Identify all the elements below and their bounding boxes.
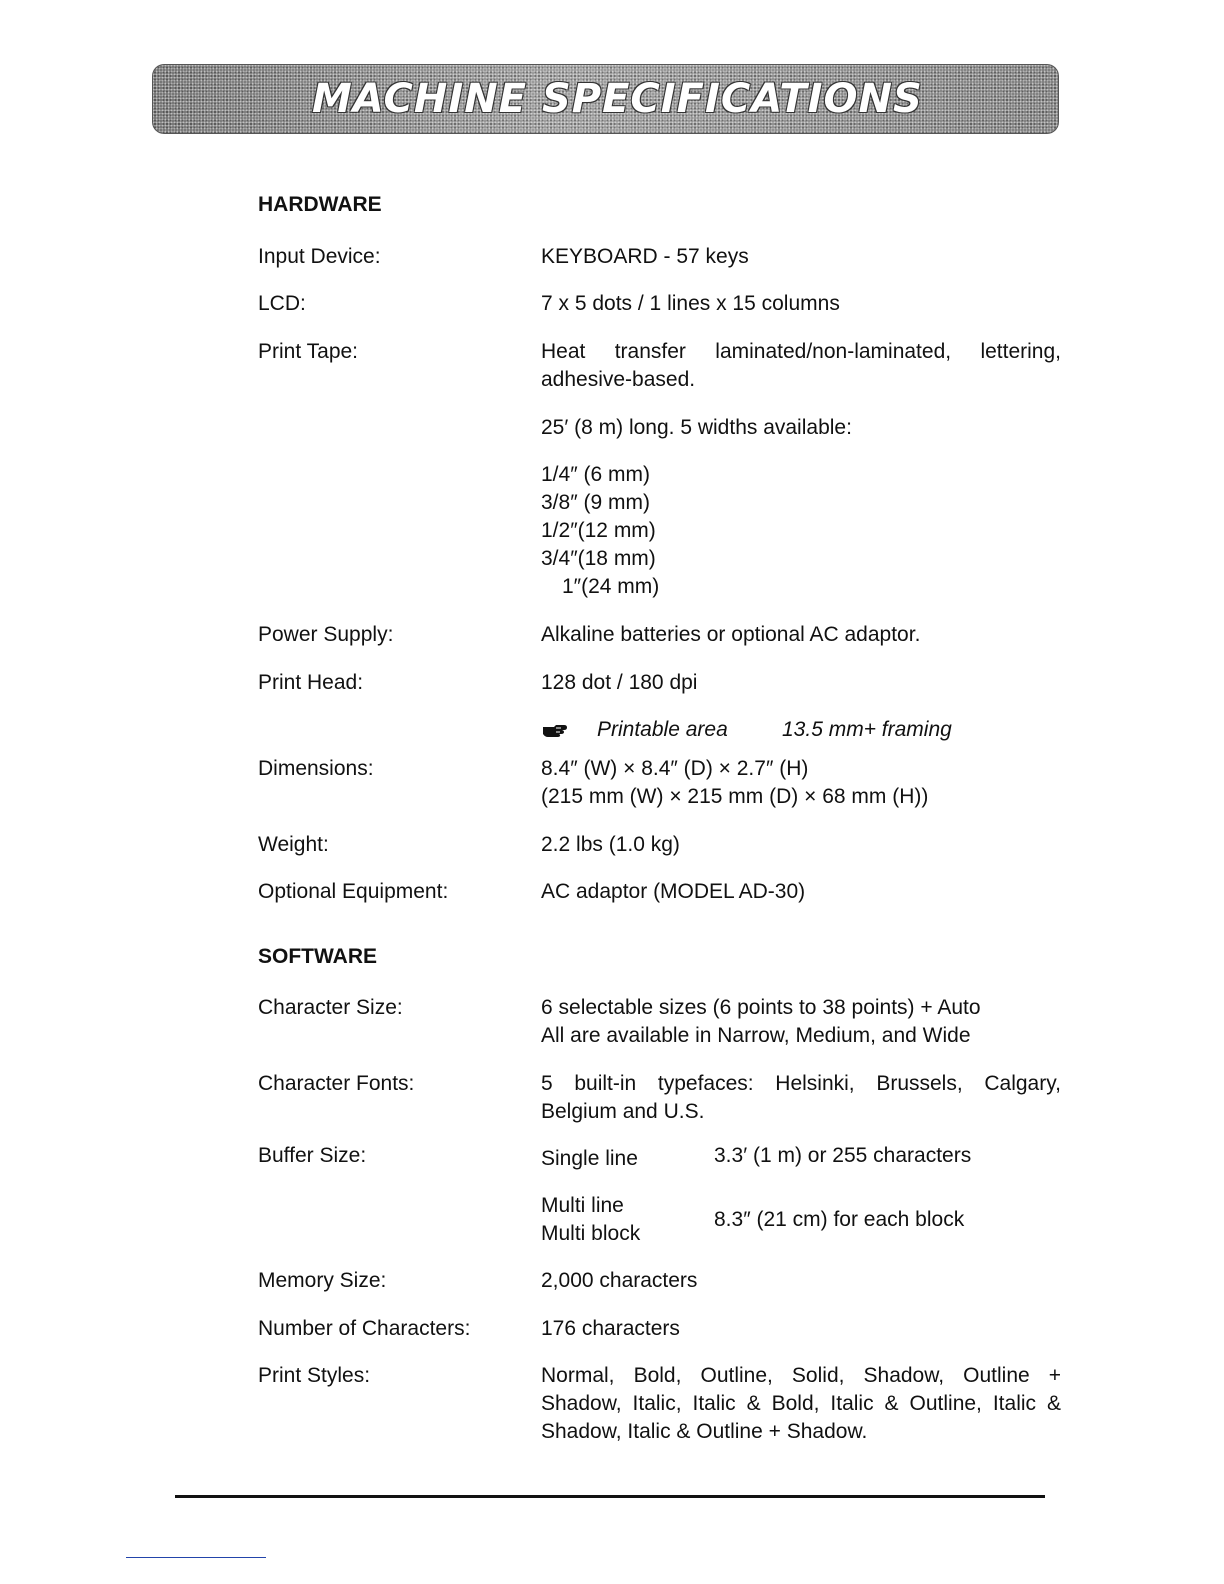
lcd-value: 7 x 5 dots / 1 lines x 15 columns	[541, 292, 840, 315]
pointing-hand-icon	[542, 722, 572, 738]
dimensions-metric: (215 mm (W) × 215 mm (D) × 68 mm (H))	[541, 785, 929, 808]
printable-area-value: 13.5 mm+ framing	[782, 718, 952, 741]
software-heading: SOFTWARE	[258, 945, 377, 968]
print-tape-length: 25′ (8 m) long. 5 widths available:	[541, 416, 852, 439]
optional-equipment-label: Optional Equipment:	[258, 880, 449, 903]
printable-area-label: Printable area	[597, 718, 728, 741]
character-size-width: All are available in Narrow, Medium, and Wide	[541, 1024, 971, 1047]
dimensions-label: Dimensions:	[258, 757, 374, 780]
page-title: MACHINE SPECIFICATIONS	[312, 76, 923, 122]
print-styles-label: Print Styles:	[258, 1364, 371, 1387]
input-device-value: KEYBOARD - 57 keys	[541, 245, 749, 268]
print-head-value: 128 dot / 180 dpi	[541, 671, 698, 694]
lcd-label: LCD:	[258, 292, 306, 315]
optional-equipment-value: AC adaptor (MODEL AD-30)	[541, 880, 806, 903]
weight-value: 2.2 lbs (1.0 kg)	[541, 833, 680, 856]
buffer-multi-line-label: Multi line	[541, 1194, 624, 1217]
character-fonts-value: 5 built-in typefaces: Helsinki, Brussels, Calgary, Belgium and U.S.	[541, 1072, 1061, 1123]
tape-width-item: 3/8″ (9 mm)	[541, 491, 650, 514]
dimensions-imperial: 8.4″ (W) × 8.4″ (D) × 2.7″ (H)	[541, 757, 809, 780]
memory-size-value: 2,000 characters	[541, 1269, 698, 1292]
page-edge-mark	[126, 1557, 266, 1558]
character-size-value: 6 selectable sizes (6 points to 38 points) + Auto	[541, 996, 981, 1019]
print-tape-value: Heat transfer laminated/non-laminated, lettering, adhesive-based.	[541, 340, 1061, 391]
tape-width-item: 3/4″(18 mm)	[541, 547, 656, 570]
buffer-multi-value: 8.3″ (21 cm) for each block	[714, 1208, 965, 1231]
tape-width-item: 1/4″ (6 mm)	[541, 463, 650, 486]
weight-label: Weight:	[258, 833, 329, 856]
number-of-characters-value: 176 characters	[541, 1317, 680, 1340]
print-styles-value: Normal, Bold, Outline, Solid, Shadow, Outline + Shadow, Italic, Italic & Bold, Italic & Outline, Italic & Shadow, Italic & Outline + Shadow.	[541, 1364, 1061, 1443]
buffer-multi-block-label: Multi block	[541, 1222, 641, 1245]
footer-rule	[175, 1495, 1045, 1498]
power-supply-label: Power Supply:	[258, 623, 394, 646]
buffer-single-value: 3.3′ (1 m) or 255 characters	[714, 1144, 972, 1167]
print-tape-label: Print Tape:	[258, 340, 359, 363]
buffer-size-label: Buffer Size:	[258, 1144, 367, 1167]
memory-size-label: Memory Size:	[258, 1269, 387, 1292]
input-device-label: Input Device:	[258, 245, 381, 268]
hardware-heading: HARDWARE	[258, 193, 382, 216]
power-supply-value: Alkaline batteries or optional AC adaptor.	[541, 623, 921, 646]
tape-width-item: 1/2″(12 mm)	[541, 519, 656, 542]
tape-width-item: 1″(24 mm)	[562, 575, 660, 598]
buffer-single-label: Single line	[541, 1147, 638, 1170]
print-head-label: Print Head:	[258, 671, 364, 694]
number-of-characters-label: Number of Characters:	[258, 1317, 471, 1340]
character-size-label: Character Size:	[258, 996, 403, 1019]
character-fonts-label: Character Fonts:	[258, 1072, 415, 1095]
